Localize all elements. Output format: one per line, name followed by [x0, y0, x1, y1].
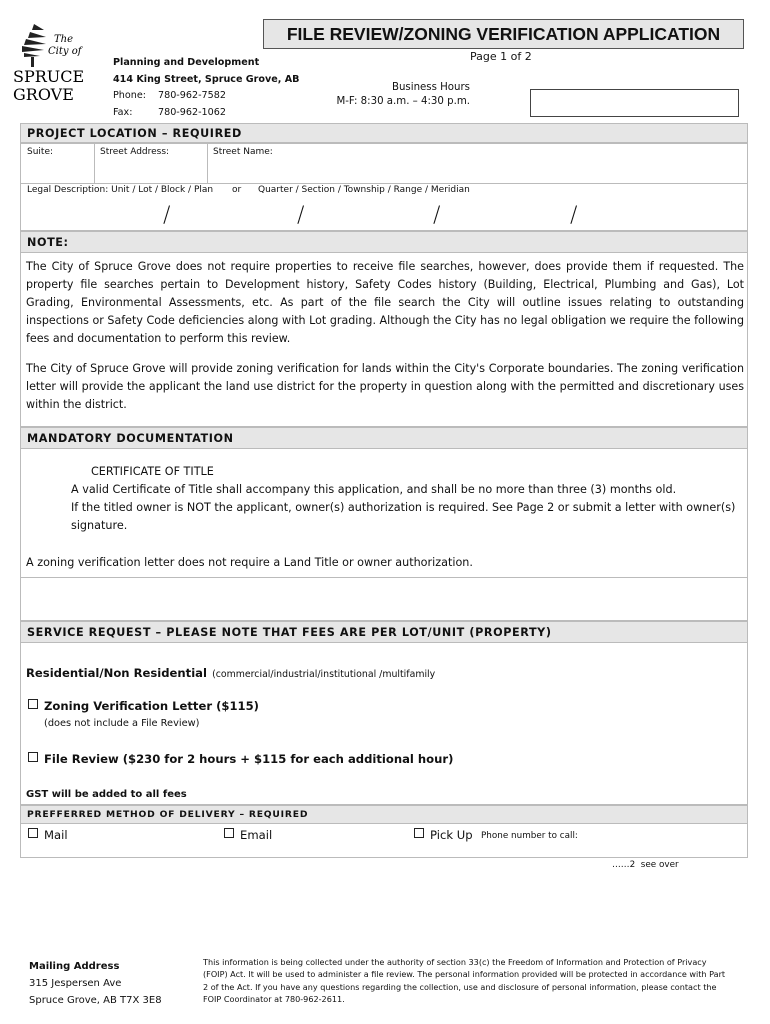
- email-checkbox[interactable]: [224, 828, 234, 838]
- residential-label: Residential/Non Residential: [26, 666, 207, 680]
- phone-label: Phone:: [113, 90, 146, 101]
- department-info: [113, 55, 300, 121]
- fax-label: Fax:: [113, 106, 133, 118]
- residential-types: (commercial/industrial/institutional /multifamily: [212, 669, 436, 680]
- quarter-label: Quarter / Section / Township / Range / Meridian: [258, 185, 470, 195]
- see-over-note: [612, 860, 679, 870]
- phone-call-label: Phone number to call:: [481, 831, 578, 841]
- suite-label: Suite:: [27, 147, 54, 157]
- cert-line-3: signature.: [71, 519, 128, 532]
- street-address-label: Street Address:: [100, 147, 170, 157]
- note-paragraph-2: The City of Spruce Grove will provide zoning verification for lands within the City's Corporate boundaries. The zoning verification letter will provide the applicant the land use district for the property in question along with the permitted and discretionary uses within the district.: [26, 362, 744, 411]
- mail-checkbox[interactable]: [28, 828, 38, 838]
- tree-icon: [22, 24, 46, 67]
- legal-label: Legal Description: Unit / Lot / Block / Plan: [27, 185, 214, 195]
- form-title: FILE REVIEW/ZONING VERIFICATION APPLICATION: [263, 19, 744, 49]
- email-option[interactable]: [224, 828, 272, 842]
- separator-slash: /: [570, 203, 578, 228]
- city-logo: [12, 22, 92, 110]
- delivery-frame: [20, 824, 748, 858]
- legal-description-row: [20, 183, 748, 231]
- fax-number: 780-962-1062: [158, 106, 226, 118]
- zoning-letter-checkbox[interactable]: [28, 699, 38, 709]
- pickup-label: Pick Up: [430, 828, 473, 842]
- mailing-line-1: 315 Jespersen Ave: [29, 978, 122, 989]
- residential-row: [26, 662, 435, 681]
- pickup-checkbox[interactable]: [414, 828, 424, 838]
- address-row: [20, 143, 748, 184]
- street-name-label: Street Name:: [213, 147, 273, 157]
- dept-name: Planning and Development: [113, 57, 260, 68]
- see-over-text: see over: [640, 860, 679, 870]
- project-location-header: PROJECT LOCATION – REQUIRED: [20, 123, 748, 143]
- file-review-option[interactable]: [28, 752, 453, 766]
- mailing-title: Mailing Address: [29, 961, 120, 972]
- svg-text:GROVE: GROVE: [13, 85, 74, 104]
- mandatory-blank-row: [20, 577, 748, 621]
- svg-text:The: The: [54, 34, 74, 45]
- note-header: NOTE:: [20, 231, 748, 253]
- or-label: or: [232, 185, 242, 195]
- note-paragraph-1: The City of Spruce Grove does not require properties to receive file searches, however, does provide them if requested. The property file searches pertain to Development history, Safety Codes history (Building, Electrical, Plumbing and Gas), Lot Grading, Environmental Assessments, etc. As part of the file search the City will outline issues relating to outstanding inspections or Safety Code deficiencies along with Lot grading. Although the City has no legal obligation we require the following fees and documentation to perform this review.: [26, 260, 744, 345]
- zoning-no-title-note: A zoning verification letter does not require a Land Title or owner authorization.: [26, 556, 473, 569]
- cert-title: CERTIFICATE OF TITLE: [91, 465, 214, 478]
- svg-text:City of: City of: [48, 46, 82, 57]
- mailing-address: [29, 958, 162, 1009]
- separator-slash: /: [433, 203, 441, 228]
- separator-slash: /: [163, 203, 171, 228]
- business-hours: [330, 81, 470, 109]
- delivery-header: PREFFERRED METHOD OF DELIVERY – REQUIRED: [20, 805, 748, 824]
- cert-line-1: A valid Certificate of Title shall accompany this application, and shall be no more than three (3) months old.: [71, 483, 677, 496]
- file-review-label: File Review ($230 for 2 hours + $115 for each additional hour): [44, 752, 454, 766]
- mail-label: Mail: [44, 828, 68, 842]
- phone-number: 780-962-7582: [158, 90, 226, 101]
- separator-slash: /: [297, 203, 305, 228]
- file-review-checkbox[interactable]: [28, 752, 38, 762]
- service-request-header: SERVICE REQUEST – PLEASE NOTE THAT FEES ARE PER LOT/UNIT (PROPERTY): [20, 621, 748, 643]
- svg-text:SPRUCE: SPRUCE: [13, 67, 85, 86]
- hours-value: M-F: 8:30 a.m. – 4:30 p.m.: [336, 96, 470, 107]
- zoning-letter-label: Zoning Verification Letter ($115): [44, 699, 259, 713]
- zoning-letter-option[interactable]: [28, 699, 259, 713]
- mail-option[interactable]: [28, 828, 68, 842]
- pickup-option[interactable]: [414, 828, 473, 842]
- dept-address: 414 King Street, Spruce Grove, AB: [113, 73, 300, 85]
- gst-note: GST will be added to all fees: [26, 789, 187, 800]
- see-over-page: ……2: [612, 860, 636, 870]
- page-number: Page 1 of 2: [470, 50, 532, 63]
- foip-notice: This information is being collected under the authority of section 33(c) the Freedom of Information and Protection of Privacy (FOIP) Act. It will be used to administer a file review. The personal information provided will be protected in accordance with Part 2 of the Act. If you have any questions regarding the collection, use and disclosure of personal information, please contact the FOIP Coordinator at 780-962-2611.: [203, 957, 726, 1004]
- email-label: Email: [240, 828, 273, 842]
- hours-title: Business Hours: [391, 82, 470, 93]
- mailing-line-2: Spruce Grove, AB T7X 3E8: [29, 995, 162, 1006]
- file-number-box[interactable]: [530, 89, 739, 117]
- cert-line-2: If the titled owner is NOT the applicant, owner(s) authorization is required. See Page 2 or submit a letter with owner(s): [71, 501, 736, 514]
- mandatory-docs-header: MANDATORY DOCUMENTATION: [20, 427, 748, 449]
- zoning-letter-note: (does not include a File Review): [44, 718, 200, 729]
